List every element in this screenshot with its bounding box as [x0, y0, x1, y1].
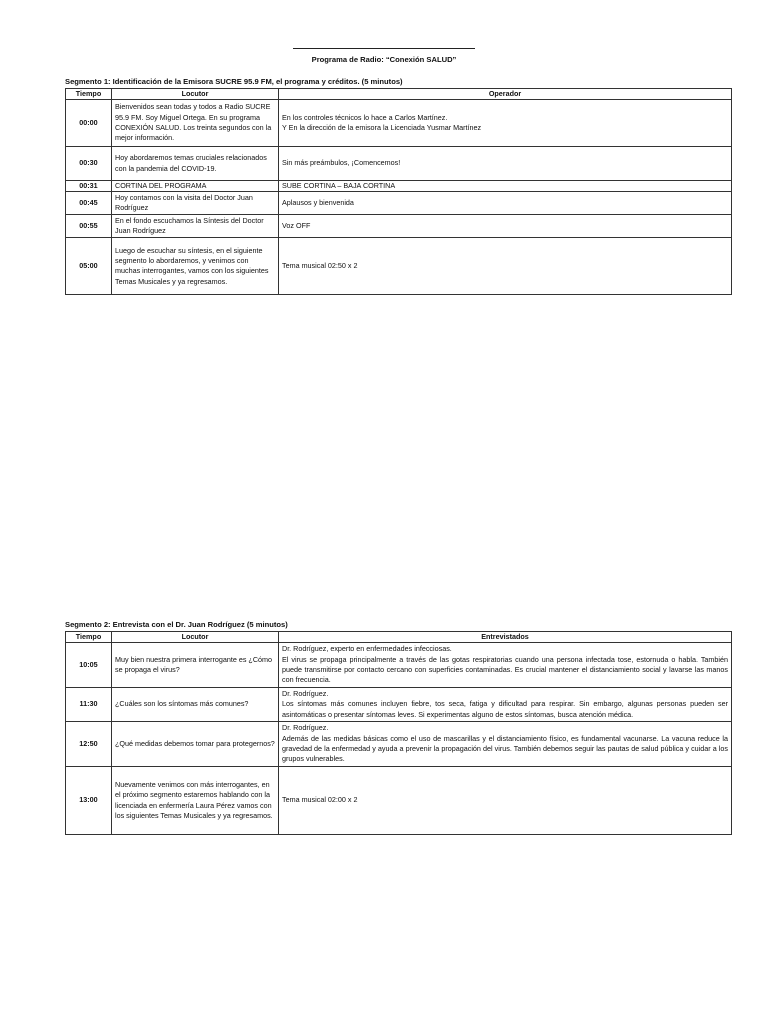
- speaker-name: Dr. Rodríguez.: [282, 688, 329, 698]
- table-row: [66, 688, 732, 722]
- segment-2-table: [65, 631, 732, 835]
- locutor-cell: ¿Cuáles son los síntomas más comunes?: [112, 688, 279, 722]
- locutor-cell: CORTINA DEL PROGRAMA: [112, 181, 279, 192]
- column-header-locutor: Locutor: [112, 89, 279, 100]
- operador-cell: Aplausos y bienvenida: [279, 192, 732, 215]
- column-header-locutor: Locutor: [112, 632, 279, 643]
- time-cell: 00:45: [66, 192, 112, 215]
- table-header-row: [66, 632, 732, 643]
- locutor-cell: Nuevamente venimos con más interrogantes, en el próximo segmento estaremos hablando con la licenciada en enfermería Laura Pérez vamos con los siguientes Temas Musicales y ya regresamos.: [112, 767, 279, 835]
- time-cell: 00:30: [66, 147, 112, 181]
- locutor-cell: Hoy contamos con la visita del Doctor Juan Rodríguez: [112, 192, 279, 215]
- table-row: [66, 215, 732, 238]
- table-row: [66, 100, 732, 147]
- locutor-cell: En el fondo escuchamos la Síntesis del Doctor Juan Rodríguez: [112, 215, 279, 238]
- column-header-tiempo: Tiempo: [66, 89, 112, 100]
- table-row: [66, 722, 732, 767]
- operador-line: Y En la dirección de la emisora la Licenciada Yusmar Martínez: [282, 123, 482, 132]
- segment-2-title: Segmento 2: Entrevista con el Dr. Juan Rodríguez (5 minutos): [65, 620, 288, 629]
- column-header-tiempo: Tiempo: [66, 632, 112, 643]
- table-row: [66, 767, 732, 835]
- operador-cell: SUBE CORTINA – BAJA CORTINA: [279, 181, 732, 192]
- locutor-cell: Hoy abordaremos temas cruciales relacionados con la pandemia del COVID-19.: [112, 147, 279, 181]
- time-cell: 05:00: [66, 238, 112, 295]
- time-cell: 11:30: [66, 688, 112, 722]
- segment-1-title: Segmento 1: Identificación de la Emisora SUCRE 95.9 FM, el programa y créditos. (5 minutos): [65, 77, 403, 86]
- entrevistado-cell: [279, 722, 732, 767]
- table-row: [66, 181, 732, 192]
- column-header-entrevistados: Entrevistados: [279, 632, 732, 643]
- document-title: Programa de Radio: “Conexión SALUD”: [311, 55, 457, 64]
- table-header-row: [66, 89, 732, 100]
- locutor-cell: ¿Qué medidas debemos tomar para protegernos?: [112, 722, 279, 767]
- speaker-name: Dr. Rodríguez.: [282, 723, 329, 733]
- operador-line: En los controles técnicos lo hace a Carlos Martínez.: [282, 112, 448, 122]
- table-row: [66, 643, 732, 688]
- operador-cell: Sin más preámbulos, ¡Comencemos!: [279, 147, 732, 181]
- answer-text: Los síntomas más comunes incluyen fiebre, tos seca, fatiga y dificultad para respirar. Sin embargo, algunas personas pueden ser asintomáticas o presentar síntomas leves. Si experimentas alguno de estos síntomas, busca atención médica.: [282, 699, 728, 719]
- locutor-cell: Luego de escuchar su síntesis, en el siguiente segmento lo abordaremos, y venimos con muchas interrogantes, vamos con los siguientes Temas Musicales y ya regresamos.: [112, 238, 279, 295]
- entrevistado-cell: [279, 688, 732, 722]
- title-blank-line: [293, 48, 475, 49]
- time-cell: 10:05: [66, 643, 112, 688]
- operador-cell: [279, 100, 732, 147]
- locutor-cell: Bienvenidos sean todas y todos a Radio SUCRE 95.9 FM. Soy Miguel Ortega. En su programa CONEXIÓN SALUD. Los treinta segundos con la mejor información.: [112, 100, 279, 147]
- answer-text: Además de las medidas básicas como el uso de mascarillas y el distanciamiento físico, es fundamental vacunarse. La vacuna reduce la gravedad de la enfermedad y ayuda a prevenir la propagación del virus. También debemos seguir las pautas de salud pública y cuidar a los grupos vulnerables.: [282, 733, 728, 764]
- time-cell: 00:55: [66, 215, 112, 238]
- answer-text: El virus se propaga principalmente a través de las gotas respiratorias cuando una persona infectada tose, estornuda o habla. También puede transmitirse por contacto cercano con superficies contaminadas. Es crucial mantener el distanciamiento social y lavarse las manos con frecuencia.: [282, 654, 728, 685]
- speaker-name: Dr. Rodríguez, experto en enfermedades infecciosas.: [282, 644, 452, 654]
- table-row: [66, 192, 732, 215]
- table-row: [66, 147, 732, 181]
- column-header-operador: Operador: [279, 89, 732, 100]
- time-cell: 12:50: [66, 722, 112, 767]
- entrevistado-cell: [279, 643, 732, 688]
- table-row: [66, 238, 732, 295]
- operador-cell: Voz OFF: [279, 215, 732, 238]
- locutor-cell: Muy bien nuestra primera interrogante es ¿Cómo se propaga el virus?: [112, 643, 279, 688]
- entrevistado-cell: Tema musical 02:00 x 2: [279, 767, 732, 835]
- time-cell: 13:00: [66, 767, 112, 835]
- time-cell: 00:00: [66, 100, 112, 147]
- segment-1-table: [65, 88, 732, 295]
- time-cell: 00:31: [66, 181, 112, 192]
- operador-cell: Tema musical 02:50 x 2: [279, 238, 732, 295]
